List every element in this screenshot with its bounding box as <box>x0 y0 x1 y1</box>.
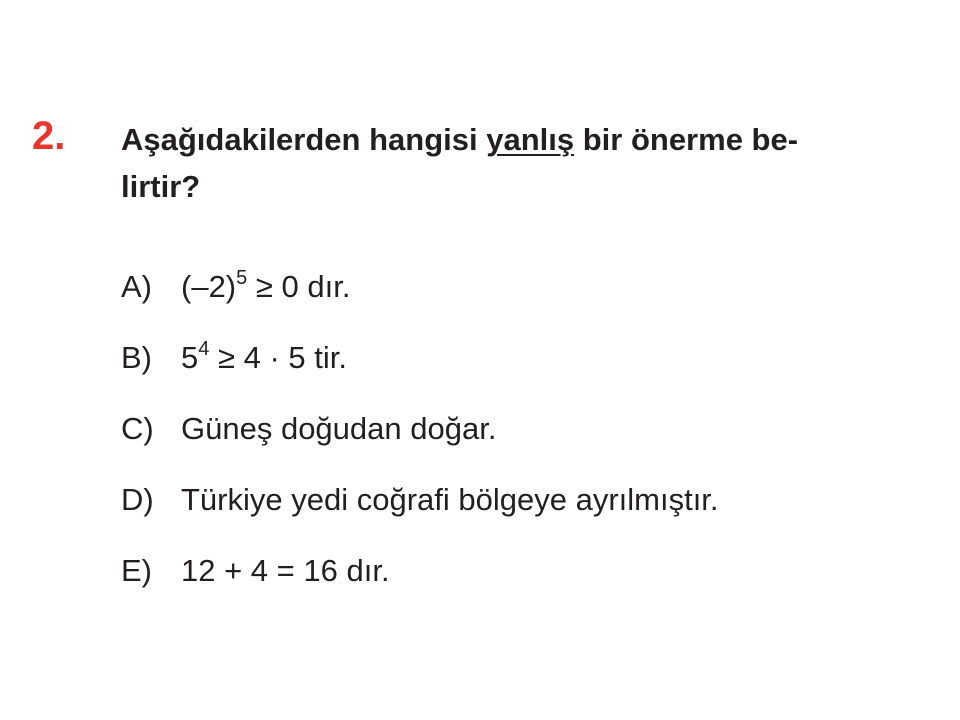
option-a-rest: ≥ 0 dır. <box>247 269 351 304</box>
option-d-letter: D) <box>121 482 154 517</box>
option-b-letter: B) <box>121 340 152 375</box>
option-a[interactable] <box>121 265 350 309</box>
option-b-text <box>181 340 347 375</box>
question-stem <box>121 116 921 210</box>
option-b-base: 5 <box>181 340 199 375</box>
option-e-text: 12 + 4 = 16 dır. <box>181 553 390 588</box>
option-b-rest: ≥ 4 · 5 tir. <box>209 340 347 375</box>
option-c-text: Güneş doğudan doğar. <box>181 411 497 446</box>
question-stem-line-1 <box>121 116 921 163</box>
stem-text-after: bir önerme be- <box>574 122 799 157</box>
option-d[interactable] <box>121 478 719 522</box>
question-number: 2. <box>32 114 66 158</box>
option-e[interactable] <box>121 549 390 593</box>
option-a-text <box>181 269 350 304</box>
stem-text-before: Aşağıdakilerden hangisi <box>121 122 487 157</box>
option-c[interactable] <box>121 407 496 451</box>
option-c-letter: C) <box>121 411 154 446</box>
option-a-letter: A) <box>121 269 152 304</box>
stem-underlined-word: yanlış <box>486 122 575 157</box>
option-b[interactable] <box>121 336 347 380</box>
question-stem-line-2: lirtir? <box>121 169 201 204</box>
option-b-exponent: 4 <box>198 338 210 360</box>
option-e-letter: E) <box>121 553 152 588</box>
option-d-text: Türkiye yedi coğrafi bölgeye ayrılmıştır. <box>181 482 719 517</box>
option-a-exponent: 5 <box>236 267 248 289</box>
option-a-base: (–2) <box>181 269 237 304</box>
